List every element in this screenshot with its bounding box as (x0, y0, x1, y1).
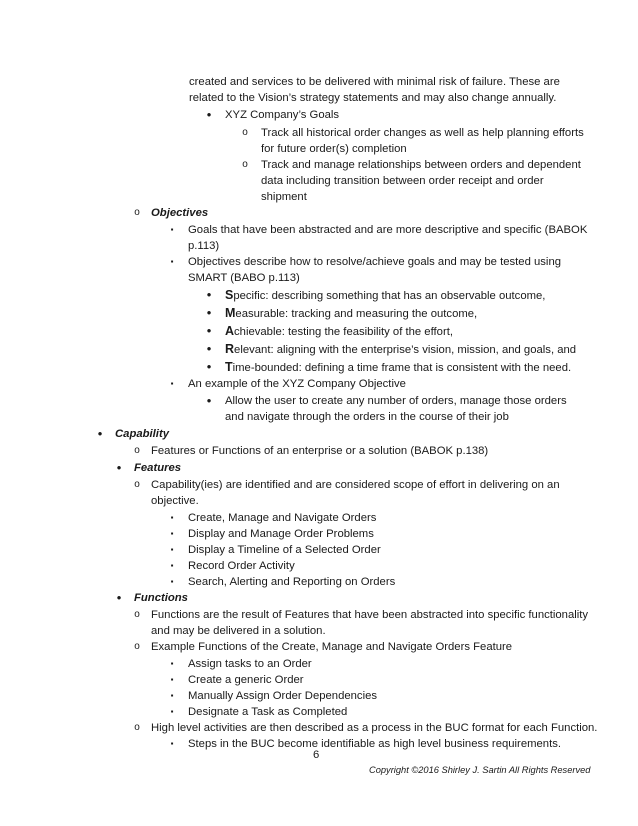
text-line: Steps in the BUC become identifiable as high level business requirements. (188, 738, 562, 750)
text-line: Display and Manage Order Problems (188, 528, 374, 540)
text-line: created and services to be delivered with minimal risk of failure. These are (189, 76, 560, 88)
capability-heading: Capability (115, 428, 169, 440)
features-heading: Features (134, 462, 182, 474)
text-line: Objectives describe how to resolve/achieve goals and may be tested using (188, 256, 562, 268)
text-line: for future order(s) completion (261, 143, 407, 155)
text-line: Track all historical order changes as well as help planning efforts (261, 127, 584, 139)
text-line: and navigate through the orders in the course of their job (225, 411, 509, 423)
bullet-square-marker: ▪ (170, 379, 174, 388)
text-line: Search, Alerting and Reporting on Orders (188, 576, 396, 588)
smart-item-relevant (225, 341, 576, 358)
text-line: p.113) (188, 240, 220, 252)
bullet-disc-marker: • (116, 460, 122, 475)
text-line: Assign tasks to an Order (188, 658, 312, 670)
text-line: Track and manage relationships between orders and dependent (261, 159, 581, 171)
text-line: Allow the user to create any number of orders, manage those orders (225, 395, 567, 407)
bullet-circle-marker: o (242, 127, 248, 138)
bullet-circle-marker: o (242, 159, 248, 170)
bullet-square-marker: ▪ (170, 529, 174, 538)
smart-text: chievable: testing the feasibility of the effort, (234, 326, 453, 338)
bullet-disc-marker: • (116, 590, 122, 605)
bullet-circle-marker: o (134, 445, 140, 456)
smart-text: easurable: tracking and measuring the outcome, (235, 308, 478, 320)
text-line: and may be delivered in a solution. (151, 625, 326, 637)
smart-letter: S (225, 288, 234, 302)
bullet-disc-marker: • (97, 426, 103, 441)
bullet-square-marker: ▪ (170, 225, 174, 234)
bullet-square-marker: ▪ (170, 739, 174, 748)
text-line: Example Functions of the Create, Manage and Navigate Orders Feature (151, 641, 513, 653)
text-line: Display a Timeline of a Selected Order (188, 544, 381, 556)
text-line: An example of the XYZ Company Objective (188, 378, 406, 390)
bullet-disc-marker: • (206, 359, 212, 374)
bullet-square-marker: ▪ (170, 675, 174, 684)
bullet-disc-marker: • (206, 323, 212, 338)
text-line: objective. (151, 495, 199, 507)
bullet-circle-marker: o (134, 641, 140, 652)
smart-text: ime-bounded: defining a time frame that is consistent with the need. (232, 362, 572, 374)
smart-item-time-bounded (225, 359, 571, 376)
smart-text: pecific: describing something that has an observable outcome, (233, 290, 546, 302)
text-line: High level activities are then described as a process in the BUC format for each Function. (151, 722, 598, 734)
text-line: Features or Functions of an enterprise or a solution (BABOK p.138) (151, 445, 489, 457)
bullet-square-marker: ▪ (170, 577, 174, 586)
text-line: Designate a Task as Completed (188, 706, 348, 718)
bullet-square-marker: ▪ (170, 513, 174, 522)
page-number: 6 (313, 749, 320, 761)
bullet-square-marker: ▪ (170, 561, 174, 570)
bullet-disc-marker: • (206, 107, 212, 122)
text-line: Goals that have been abstracted and are more descriptive and specific (BABOK (188, 224, 588, 236)
text-line: Functions are the result of Features that have been abstracted into specific functionality (151, 609, 589, 621)
bullet-disc-marker: • (206, 305, 212, 320)
bullet-disc-marker: • (206, 393, 212, 408)
bullet-square-marker: ▪ (170, 545, 174, 554)
smart-letter: M (225, 306, 236, 320)
text-line: Record Order Activity (188, 560, 295, 572)
text-line: XYZ Company’s Goals (225, 109, 340, 121)
bullet-square-marker: ▪ (170, 257, 174, 266)
bullet-square-marker: ▪ (170, 707, 174, 716)
smart-text: elevant: aligning with the enterprise’s vision, mission, and goals, and (234, 344, 577, 356)
smart-letter: A (225, 324, 235, 338)
text-line: shipment (261, 191, 307, 203)
smart-letter: T (225, 360, 233, 374)
text-line: Manually Assign Order Dependencies (188, 690, 378, 702)
smart-letter: R (225, 342, 235, 356)
bullet-circle-marker: o (134, 207, 140, 218)
text-line: Create, Manage and Navigate Orders (188, 512, 377, 524)
text-line: Create a generic Order (188, 674, 304, 686)
bullet-circle-marker: o (134, 609, 140, 620)
text-line: related to the Vision’s strategy statements and may also change annually. (189, 92, 557, 104)
bullet-circle-marker: o (134, 479, 140, 490)
smart-item-measurable (225, 305, 477, 322)
bullet-disc-marker: • (206, 341, 212, 356)
text-line: data including transition between order receipt and order (261, 175, 544, 187)
smart-item-specific (225, 287, 545, 304)
bullet-circle-marker: o (134, 722, 140, 733)
functions-heading: Functions (134, 592, 188, 604)
text-line: Capability(ies) are identified and are considered scope of effort in delivering on an (151, 479, 560, 491)
bullet-square-marker: ▪ (170, 691, 174, 700)
text-line: SMART (BABO p.113) (188, 272, 300, 284)
copyright-notice: Copyright ©2016 Shirley J. Sartin All Rights Reserved (369, 765, 591, 775)
bullet-square-marker: ▪ (170, 659, 174, 668)
bullet-disc-marker: • (206, 287, 212, 302)
objectives-heading: Objectives (151, 207, 209, 219)
smart-item-achievable (225, 323, 453, 340)
